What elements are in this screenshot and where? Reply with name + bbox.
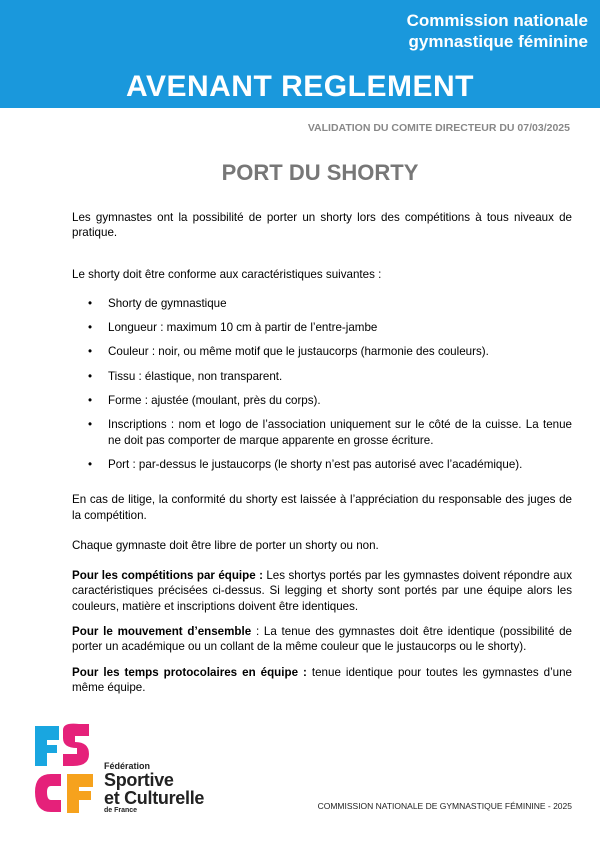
document-title: PORT DU SHORTY [221, 160, 419, 185]
litige-paragraph: En cas de litige, la conformité du shorty est laissée à l’appréciation du responsable des juges de la compétition. [72, 493, 572, 522]
commission-name [407, 10, 588, 52]
commission-line-1: Commission nationale [406, 11, 588, 30]
bullet-icon: • [88, 394, 93, 408]
validation-date: VALIDATION DU COMITE DIRECTEUR DU 07/03/2025 [307, 122, 570, 134]
bullet-icon: • [88, 418, 93, 432]
list-item: • Forme : ajustée (moulant, près du corps). [88, 394, 321, 408]
intro-paragraph: Les gymnastes ont la possibilité de porter un shorty lors des compétitions à tous niveaux de pratique. [72, 211, 572, 240]
header-banner [0, 0, 600, 108]
commission-line-2: gymnastique féminine [408, 32, 588, 51]
rule-team-competitions: Pour les compétitions par équipe : Les shortys portés par les gymnastes doivent répondre aux caractéristiques précisées ci-dessus. Si legging et shorty sont portés par une équipe alors les couleurs, matière et inscriptions doivent être identiques. [72, 569, 572, 613]
bullet-icon: • [88, 457, 93, 471]
logo-wordmark: Fédération Sportive et Culturelle de France [104, 761, 205, 814]
rule-group-movement: Pour le mouvement d’ensemble : La tenue des gymnastes doit être identique (possibilité de porter un académique ou un collant de la même couleur que le justaucorps ou le shorty). [72, 625, 572, 654]
list-item: • Tissu : élastique, non transparent. [88, 369, 283, 383]
bullet-icon: • [88, 369, 93, 383]
list-item: • Shorty de gymnastique [88, 296, 227, 310]
rule-protocol-times: Pour les temps protocolaires en équipe : tenue identique pour toutes les gymnastes d’une même équipe. [72, 665, 572, 694]
bullet-icon: • [88, 321, 93, 335]
conformity-intro: Le shorty doit être conforme aux caractéristiques suivantes : [72, 267, 382, 281]
list-item: • Couleur : noir, ou même motif que le justaucorps (harmonie des couleurs). [88, 345, 489, 359]
characteristics-list [72, 296, 572, 472]
footer: COMMISSION NATIONALE DE GYMNASTIQUE FÉMININE - 2025 [317, 801, 572, 811]
bullet-icon: • [88, 296, 93, 310]
free-choice-paragraph: Chaque gymnaste doit être libre de porter un shorty ou non. [72, 538, 379, 552]
list-item: • Port : par-dessus le justaucorps (le shorty n’est pas autorisé avec l’académique). [88, 457, 523, 471]
document-body [72, 210, 572, 695]
list-item: • Inscriptions : nom et logo de l’association uniquement sur le côté de la cuisse. La tenue ne doit pas comporter de marque apparente en grosse écriture. [88, 418, 572, 447]
page-title: AVENANT REGLEMENT [126, 70, 474, 103]
list-item: • Longueur : maximum 10 cm à partir de l’entre-jambe [88, 321, 378, 335]
bullet-icon: • [88, 345, 93, 359]
